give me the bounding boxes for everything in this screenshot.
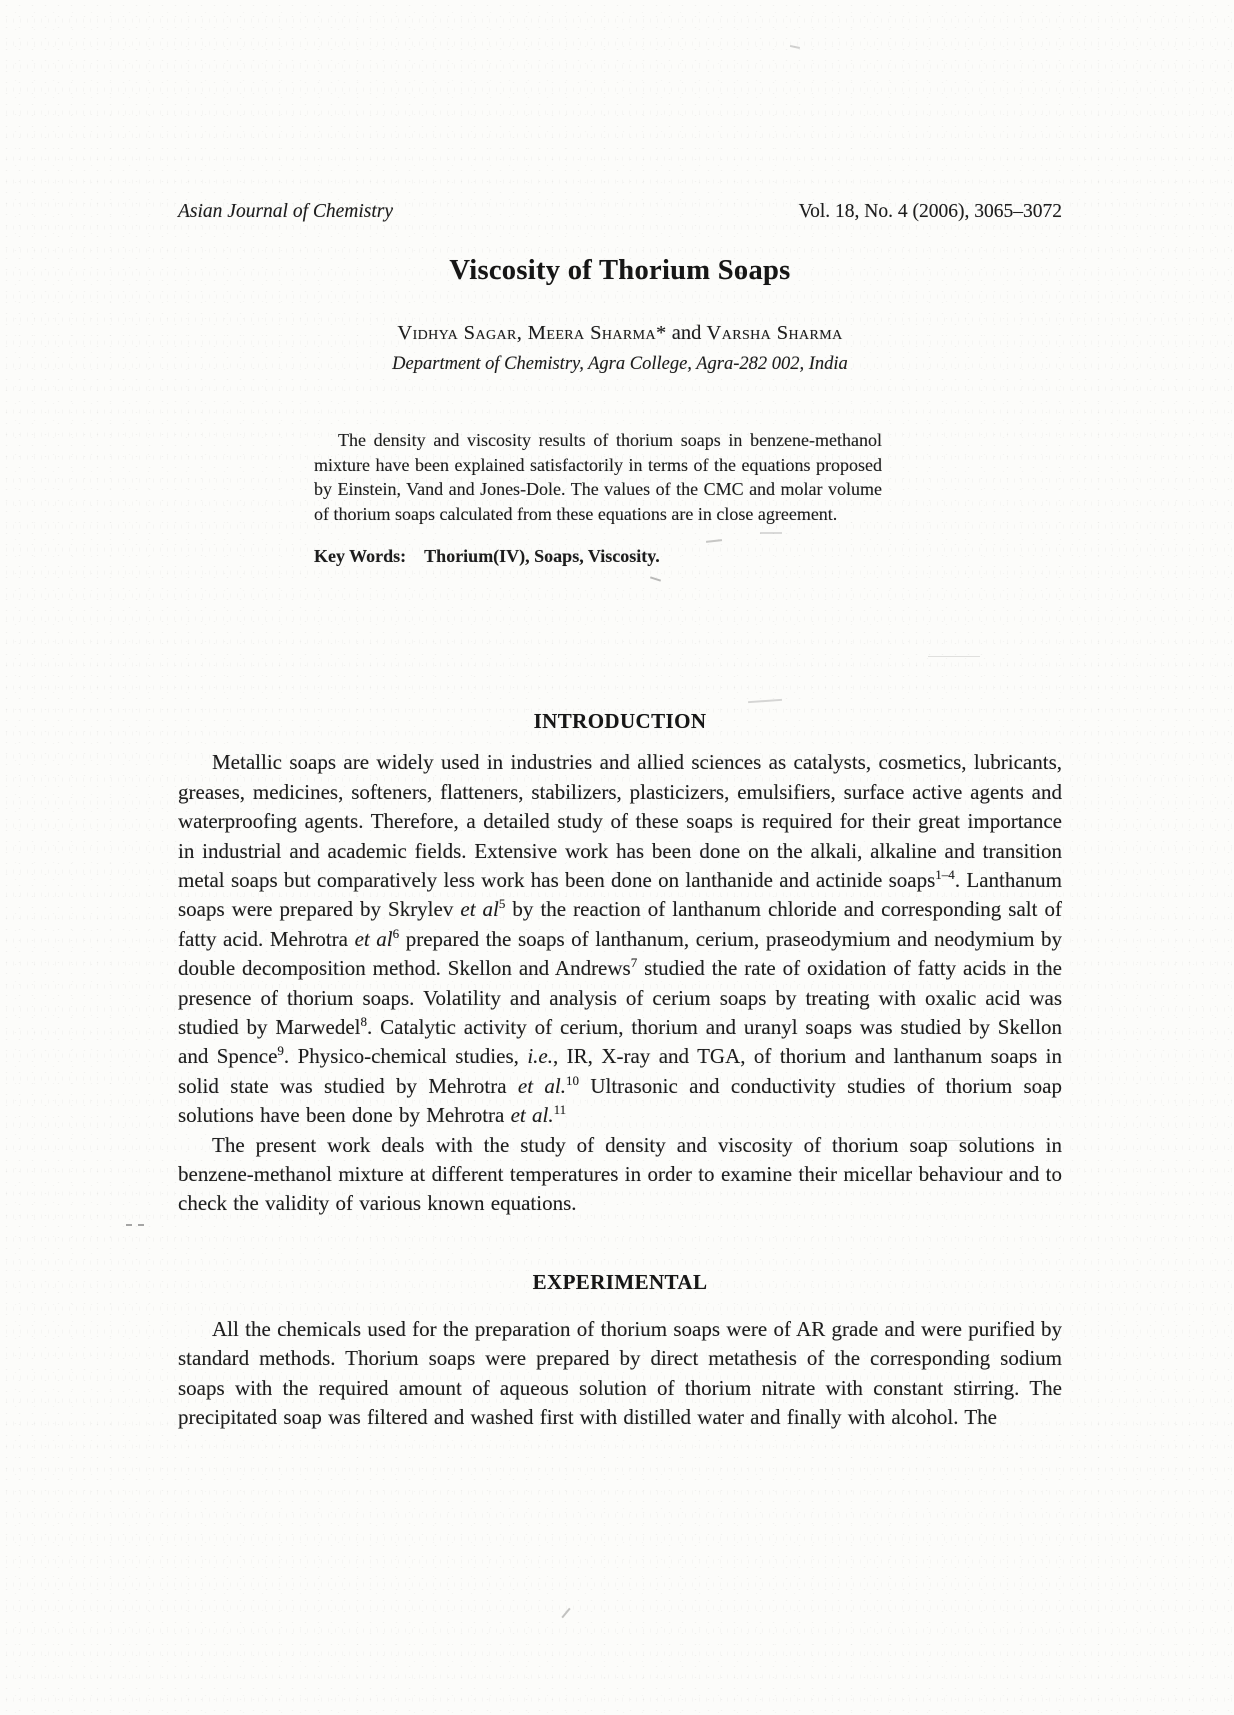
keywords-line xyxy=(314,544,1062,568)
experimental-paragraph-1: All the chemicals used for the preparation of thorium soaps were of AR grade and were purified by standard methods. Thorium soaps were prepared by direct metathesis of the corresponding sodium soaps with the required amount of aqueous solution of thorium nitrate with constant stirring. The precipitated soap was filtered and washed first with distilled water and finally with alcohol. The xyxy=(178,1316,1062,1430)
keywords-label: Key Words: xyxy=(314,546,407,567)
introduction-paragraph-1: Metallic soaps are widely used in industries and allied sciences as catalysts, cosmetics, lubricants, greases, medicines, softeners, flatteners, stabilizers, plasticizers, emulsifiers, surface active agents and waterproofing agents. Therefore, a detailed study of these soaps is required for their great importance in industrial and academic fields. Extensive work has been done on the alkali, alkaline and transition metal soaps but comparatively less work has been done on lanthanide and actinide soaps$^{1-4}$. Lanthanum soaps were prepared by Skrylev et $al^5$ by the reaction of lanthanum chloride and corresponding salt of fatty acid. Mehrotra et $al^6$ prepared the soaps of lanthanum, cerium, praseodymium and neodymium by double decomposition method. Skellon and Andrews$^7$ studied the rate of oxidation of fatty acids in the presence of thorium soaps. Volatility and analysis of cerium soaps by treating with oxalic acid was studied by Marwedel$^8$. Catalytic activity of cerium, thorium and uranyl soaps was studied by Skellon and Spence$^9$. Physico-chemical studies, i.e., IR, X-ray and TGA, of thorium and lanthanum soaps in solid state was studied by Mehrotra et al.$^{10}$ Ultrasonic and conductivity studies of thorium soap solutions have been done by Mehrotra et al.$^{11}$ xyxy=(178,750,1063,1128)
scan-artifact xyxy=(561,1608,570,1618)
journal-name: Asian Journal of Chemistry xyxy=(178,201,394,222)
running-header xyxy=(178,200,1062,224)
section-heading-experimental: EXPERIMENTAL xyxy=(532,1269,708,1294)
page-content xyxy=(178,0,1062,1433)
section-heading-introduction: INTRODUCTION xyxy=(533,709,707,734)
issue-info: Vol. 18, No. 4 (2006), 3065–3072 xyxy=(798,201,1062,222)
scan-artifact xyxy=(126,1224,144,1226)
affiliation-line: Department of Chemistry, Agra College, Agra-282 002, India xyxy=(392,354,848,374)
paper-title: Viscosity of Thorium Soaps xyxy=(449,255,791,286)
keywords-text: Thorium(IV), Soaps, Viscosity. xyxy=(424,546,660,567)
introduction-paragraph-2: The present work deals with the study of density and viscosity of thorium soap solutions in benzene-methanol mixture at different temperatures in order to examine their micellar behaviour and to check the validity of various known equations. xyxy=(178,1132,1062,1216)
authors-line: Vidhya Sagar, Meera Sharma* and Varsha Sharma xyxy=(397,322,843,344)
abstract-text: The density and viscosity results of thorium soaps in benzene-methanol mixture have been explained satisfactorily in terms of the equations proposed by Einstein, Vand and Jones-Dole. The values of the CMC and molar volume of thorium soaps calculated from these equations are in close agreement. xyxy=(314,430,882,524)
